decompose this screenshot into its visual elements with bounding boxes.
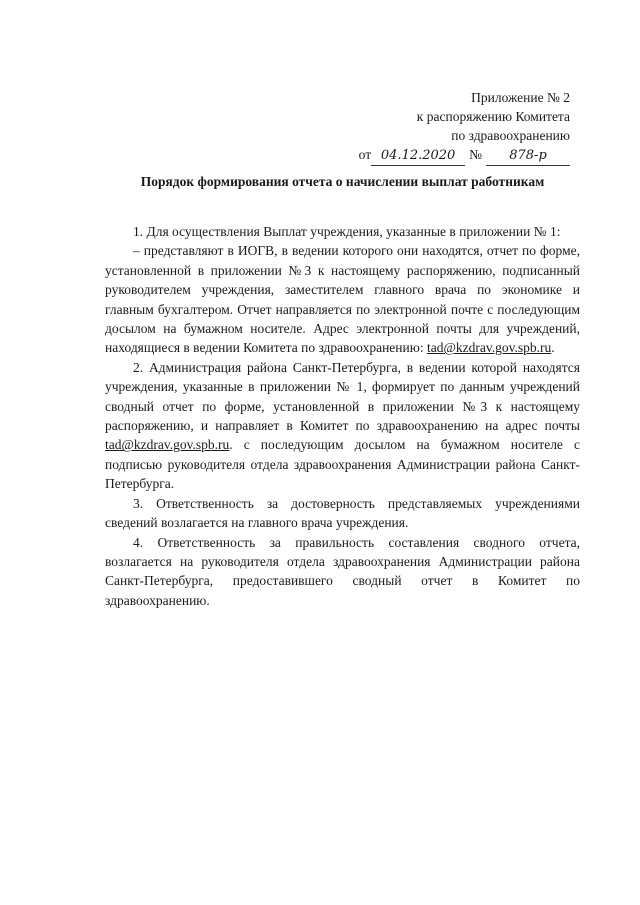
ref-prefix: от xyxy=(358,147,372,162)
appendix-header xyxy=(310,88,570,166)
paragraph-3: 3. Ответственность за достоверность представляемых учреждениями сведений возлагается на главного врача учреждения. xyxy=(105,495,580,531)
paragraph-1-item xyxy=(105,241,580,357)
email-link-2[interactable]: tad@kzdrav.gov.spb.ru xyxy=(105,437,230,453)
email-link-1[interactable]: tad@kzdrav.gov.spb.ru xyxy=(426,340,552,356)
paragraph-4: 4. Ответственность за правильность составления сводного отчета, возлагается на руководителя отдела здравоохранения Администрации района Санкт-Петербурга, предоставившего сводный отчет в Комитет по здравоохранению. xyxy=(105,534,580,608)
appendix-order-line: к распоряжению Комитета xyxy=(416,109,570,124)
ref-number-sign: № xyxy=(469,147,482,162)
paragraph-1-item-text: – представляют в ИОГВ, в ведении которого они находятся, отчет по форме, установленной в приложении №3 к настоящему распоряжению, подписанный руководителем учреждения, заместителем главного врача по экономике и главным бухгалтером. Отчет направляется по электронной почте с последующим досылом на бумажном носителе. Адрес электронной почты для учреждений, находящиеся в ведении Комитета по здравоохранению: xyxy=(105,243,580,356)
paragraph-2-text: 2. Администрация района Санкт-Петербурга, в ведении которой находятся учреждения, указанные в приложении № 1, формирует по данным учреждений сводный отчет по форме, установленной в приложении №3 к настоящему распоряжению, и направляет в Комитет по здравоохранению на адрес почты xyxy=(105,359,580,434)
appendix-committee-line: по здравоохранению xyxy=(451,128,570,143)
paragraph-2 xyxy=(105,358,580,494)
paragraph-1-item-end: . xyxy=(551,340,555,356)
handwritten-date: 04.12.2020 xyxy=(371,146,465,166)
order-reference xyxy=(310,145,570,166)
document-body xyxy=(105,222,580,610)
appendix-number: Приложение № 2 xyxy=(471,90,570,105)
handwritten-number: 878-р xyxy=(486,146,570,166)
document-title: Порядок формирования отчета о начислении выплат работникам xyxy=(140,174,545,189)
paragraph-1: 1. Для осуществления Выплат учреждения, указанные в приложении № 1: xyxy=(133,224,561,239)
paragraph-2-end: . с последующим досылом на бумажном носителе с подписью руководителя отдела здравоохранения Администрации района Санкт-Петербурга. xyxy=(105,437,580,492)
